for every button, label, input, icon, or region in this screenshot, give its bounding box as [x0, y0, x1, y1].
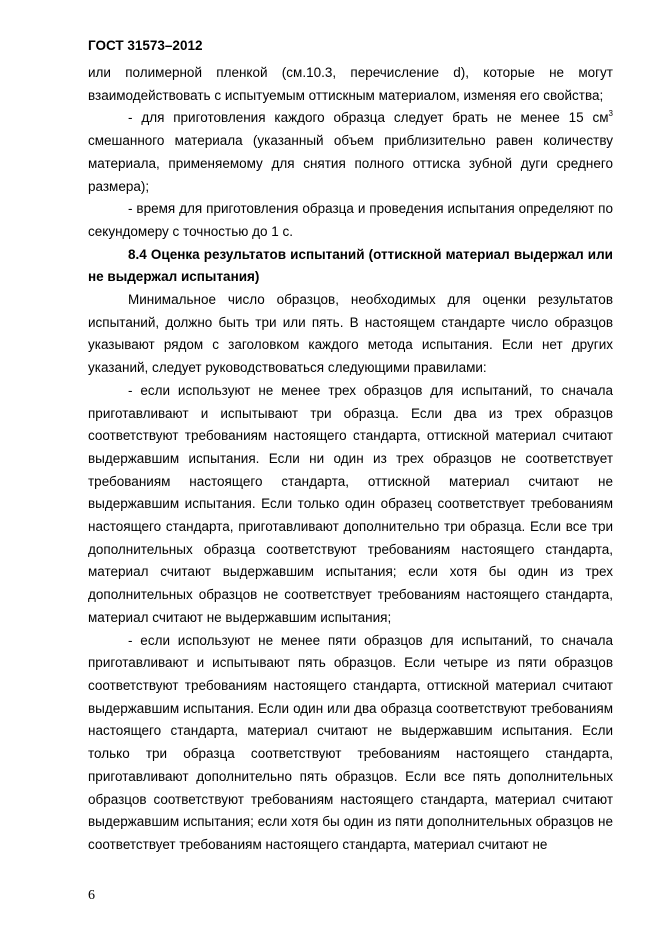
paragraph-five-samples-rule: - если используют не менее пяти образцов для испытаний, то сначала приготавливают и испытывают пять образцов. Если четыре из пяти образцов соответствуют требованиям настоящего стандарта, оттискной материал считают выдержавшим испытания. Если один или два образца соответствуют требованиям настоящего стандарта, материал считают не выдержавшим испытания. Если только три образца соответствуют требованиям настоящего стандарта, приготавливают дополнительно пять образцов. Если все пять дополнительных образцов соответствуют требованиям настоящего стандарта, материал считают выдержавшим испытания; если хотя бы один из пяти дополнительных образцов не соответствует требованиям настоящего стандарта, материал считают не	[88, 632, 613, 852]
document-header: ГОСТ 31573–2012	[88, 38, 203, 53]
paragraph-three-samples-rule: - если используют не менее трех образцов для испытаний, то сначала приготавливают и испытывают три образца. Если два из трех образцов соответствуют требованиям настоящего стандарта, оттискной материал считают выдержавшим испытания. Если ни один из трех образцов не соответствует требованиям настоящего стандарта, оттискной материал считают не выдержавшим испытания. Если только один образец соответствует требованиям настоящего стандарта, приготавливают дополнительно три образца. Если все три дополнительных образца соответствуют требованиям настоящего стандарта, материал считают выдержавшим испытания; если хотя бы один из трех дополнительных образцов не соответствует требованиям настоящего стандарта, материал считают не выдержавшим испытания;	[88, 382, 613, 625]
paragraph-continuation: или полимерной пленкой (см.10.3, перечисление d), которые не могут взаимодействовать с испытуемым оттискным материалом, изменяя его свойства;	[88, 65, 613, 103]
document-body	[88, 62, 613, 857]
paragraph-timing: - время для приготовления образца и проведения испытания определяют по секундомеру с точностью до 1 с.	[88, 201, 613, 239]
paragraph-minimum-samples: Минимальное число образцов, необходимых для оценки результатов испытаний, должно быть три или пять. В настоящем стандарте число образцов указывают рядом с заголовком каждого метода испытания. Если нет других указаний, следует руководствоваться следующими правилами:	[88, 292, 613, 376]
paragraph-sample-volume-text: - для приготовления каждого образца следует брать не менее 15 см	[128, 110, 609, 126]
paragraph-sample-volume	[88, 107, 613, 198]
paragraph-sample-volume-rest: смешанного материала (указанный объем приблизительно равен количеству материала, применяемому для снятия полного оттиска зубной дуги среднего размера);	[88, 133, 613, 194]
superscript-cubic: 3	[608, 109, 613, 119]
section-heading-8-4: 8.4 Оценка результатов испытаний (оттискной материал выдержал или не выдержал испытания)	[88, 246, 613, 285]
page-number: 6	[88, 888, 95, 903]
